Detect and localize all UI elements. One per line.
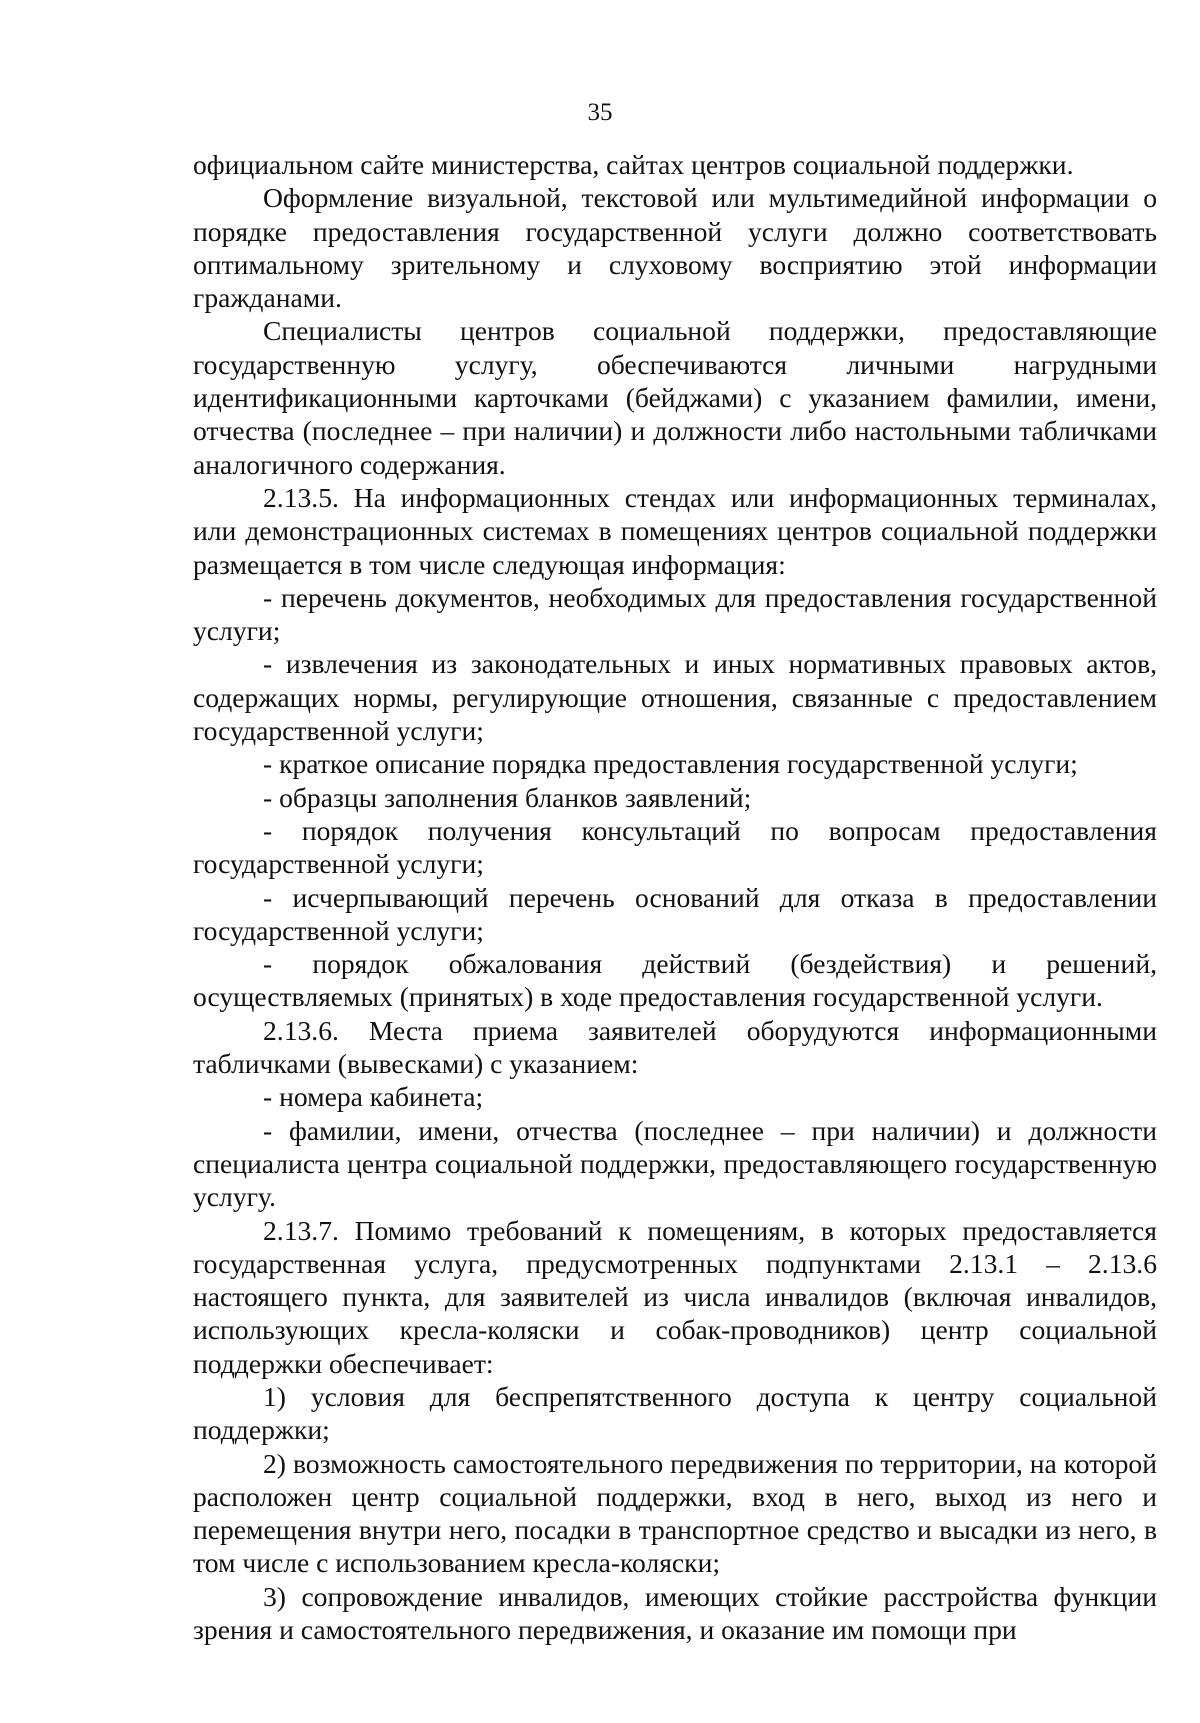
- list-item: - извлечения из законодательных и иных нормативных правовых актов, содержащих нормы, регулирующие отношения, связанные с предоставлением государственной услуги;: [193, 648, 1157, 747]
- list-item: - номера кабинета;: [263, 1081, 484, 1113]
- numbered-item: 1) условия для беспрепятственного доступа к центру социальной поддержки;: [193, 1380, 1157, 1446]
- numbered-item: 2) возможность самостоятельного передвижения по территории, на которой расположен центр социальной поддержки, вход в него, выход из него и перемещения внутри него, посадки в транспортное средство и высадки из него, в том числе с использованием кресла-коляски;: [193, 1447, 1157, 1579]
- paragraph-2-13-7: 2.13.7. Помимо требований к помещениям, в которых предоставляется государственная услуга, предусмотренных подпунктами 2.13.1 – 2.13.6 настоящего пункта, для заявителей из числа инвалидов (включая инвалидов, использующих кресла-коляски и собак-проводников) центр социальной поддержки обеспечивает:: [193, 1214, 1157, 1379]
- document-body: [193, 148, 1157, 1646]
- paragraph: официальном сайте министерства, сайтах центров социальной поддержки.: [193, 149, 1074, 180]
- list-item: - порядок обжалования действий (бездействия) и решений, осуществляемых (принятых) в ходе предоставления государственной услуги.: [193, 948, 1157, 1013]
- paragraph: Оформление визуальной, текстовой или мультимедийной информации о порядке предоставления государственной услуги должно соответствовать оптимальному зрительному и слуховому восприятию этой информации гражданами.: [193, 182, 1157, 314]
- list-item: - порядок получения консультаций по вопросам предоставления государственной услуги;: [193, 814, 1157, 880]
- list-item: - краткое описание порядка предоставления государственной услуги;: [263, 748, 1078, 780]
- paragraph-2-13-6: 2.13.6. Места приема заявителей оборудуются информационными табличками (вывесками) с указанием:: [193, 1014, 1157, 1080]
- list-item: - фамилии, имени, отчества (последнее – при наличии) и должности специалиста центра социальной поддержки, предоставляющего государственную услугу.: [193, 1114, 1157, 1213]
- paragraph-2-13-5: 2.13.5. На информационных стендах или информационных терминалах, или демонстрационных системах в помещениях центров социальной поддержки размещается в том числе следующая информация:: [193, 481, 1157, 580]
- list-item: - перечень документов, необходимых для предоставления государственной услуги;: [193, 581, 1157, 647]
- paragraph: Специалисты центров социальной поддержки, предоставляющие государственную услугу, обеспечиваются личными нагрудными идентификационными карточками (бейджами) с указанием фамилии, имени, отчества (последнее – при наличии) и должности либо настольными табличками аналогичного содержания.: [193, 315, 1157, 480]
- page-number: 35: [587, 99, 613, 126]
- list-item: - исчерпывающий перечень оснований для отказа в предоставлении государственной услуги;: [193, 881, 1157, 946]
- list-item: - образцы заполнения бланков заявлений;: [263, 781, 752, 813]
- numbered-item: 3) сопровождение инвалидов, имеющих стойкие расстройства функции зрения и самостоятельного передвижения, и оказание им помощи при: [193, 1580, 1157, 1646]
